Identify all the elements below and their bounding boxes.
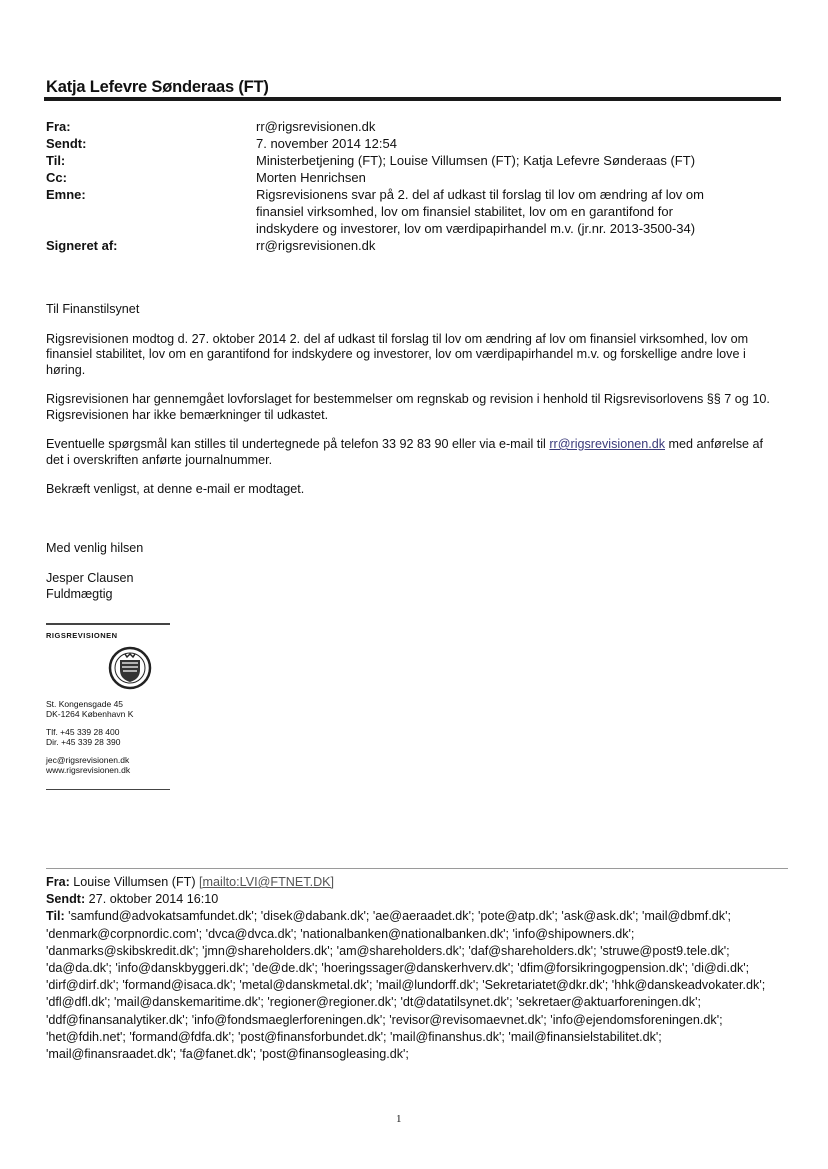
forwarded-to bbox=[46, 908, 788, 1063]
header-label: Emne: bbox=[46, 187, 86, 202]
field-label: Fra: bbox=[46, 875, 70, 889]
header-value: rr@rigsrevisionen.dk bbox=[256, 238, 376, 253]
header-label: Til: bbox=[46, 153, 66, 168]
body-paragraph: Bekræft venligst, at denne e-mail er modtaget. bbox=[46, 482, 305, 496]
org-name: RIGSREVISIONEN bbox=[46, 630, 118, 640]
contact-email[interactable]: jec@rigsrevisionen.dk bbox=[46, 754, 130, 765]
forwarded-sent bbox=[46, 891, 788, 908]
header-row-sent bbox=[46, 135, 766, 152]
header-label: Fra: bbox=[46, 119, 71, 134]
recipient-list: 'samfund@advokatsamfundet.dk'; 'disek@dabank.dk'; 'ae@aeraadet.dk'; 'pote@atp.dk'; 'ask@ask.dk'; 'mail@dbmf.dk'; 'denmark@corpnordic.com'; 'dvca@dvca.dk'; 'nationalbanken@nationalbanken.dk'; 'info@shipowners.dk'; 'danmarks@skibskredit.dk'; 'jmn@shareholders.dk'; 'am@shareholders.dk'; 'daf@shareholders.dk'; 'struwe@post9.tele.dk'; 'da@da.dk'; 'info@danskbyggeri.dk'; 'de@de.dk'; 'hoeringssager@danskerhverv.dk'; 'dfim@forsikringogpension.dk'; 'di@di.dk'; 'dirf@dirf.dk'; 'formand@isaca.dk'; 'metal@danskmetal.dk'; 'mail@lundorff.dk'; 'Sekretariatet@dkr.dk'; 'hhk@danskeadvokater.dk'; 'dfl@dfl.dk'; 'mail@danskemaritime.dk'; 'regioner@regioner.dk'; 'dt@datatilsynet.dk'; 'sekretaer@aktuarforeningen.dk'; 'ddf@finansanalytiker.dk'; 'info@fondsmaeglerforeningen.dk'; 'revisor@revisomaevnet.dk'; 'info@ejendomsforeningen.dk'; 'het@fdih.net'; 'formand@fdfa.dk'; 'post@finansforbundet.dk'; 'mail@finanshus.dk'; 'mail@finansielstabilitet.dk'; 'mail@finansraadet.dk'; 'fa@fanet.dk'; 'post@finansogleasing.dk'; bbox=[46, 909, 766, 1062]
website[interactable]: www.rigsrevisionen.dk bbox=[46, 764, 131, 775]
paragraph-text: Eventuelle spørgsmål kan stilles til undertegnede på telefon 33 92 83 90 eller via e-mail til bbox=[46, 437, 550, 451]
field-value: 27. oktober 2014 16:10 bbox=[85, 892, 219, 907]
address-line: DK-1264 København K bbox=[46, 708, 134, 719]
body-paragraph bbox=[46, 437, 771, 468]
header-row-signed bbox=[46, 237, 766, 254]
signer-name: Jesper Clausen bbox=[46, 571, 134, 585]
header-value: 7. november 2014 12:54 bbox=[256, 136, 397, 151]
header-label: Sendt: bbox=[46, 136, 87, 151]
header-label: Signeret af: bbox=[46, 238, 118, 253]
phone-line: Tlf. +45 339 28 400 bbox=[46, 726, 120, 737]
forwarded-from bbox=[46, 874, 788, 891]
header-rule bbox=[44, 97, 781, 101]
mailto-link[interactable]: [mailto:LVI@FTNET.DK] bbox=[199, 875, 335, 889]
email-body bbox=[46, 302, 771, 512]
paragraph-text: med anførelse af det i overskriften anførte journalnummer. bbox=[46, 437, 764, 467]
header-row-from bbox=[46, 118, 766, 135]
email-link[interactable]: rr@rigsrevisionen.dk bbox=[549, 437, 666, 451]
field-value: Louise Villumsen (FT) bbox=[69, 875, 200, 889]
direct-phone-line: Dir. +45 339 28 390 bbox=[46, 736, 121, 747]
field-label: Til: bbox=[46, 909, 65, 924]
signature bbox=[46, 540, 446, 602]
header-label: Cc: bbox=[46, 170, 67, 185]
salutation: Til Finanstilsynet bbox=[46, 302, 140, 316]
header-value: Ministerbetjening (FT); Louise Villumsen (FT); Katja Lefevre Sønderaas (FT) bbox=[256, 153, 696, 168]
header-row-subject bbox=[46, 186, 766, 237]
field-label: Sendt: bbox=[46, 892, 86, 907]
sender-name: Katja Lefevre Sønderaas (FT) bbox=[46, 78, 269, 96]
body-paragraph: Rigsrevisionen har gennemgået lovforslaget for bestemmelser om regnskab og revision i henhold til Rigsrevisorlovens §§ 7 og 10. Rigsrevisionen har ikke bemærkninger til udkastet. bbox=[46, 392, 770, 422]
email-header bbox=[46, 118, 766, 254]
header-row-cc bbox=[46, 169, 766, 186]
header-row-to bbox=[46, 152, 766, 169]
org-address bbox=[46, 699, 176, 775]
signature-block bbox=[46, 623, 176, 790]
separator-rule bbox=[46, 868, 788, 869]
greeting: Med venlig hilsen bbox=[46, 541, 144, 555]
header-value: rr@rigsrevisionen.dk bbox=[256, 119, 376, 134]
signature-rule bbox=[46, 789, 170, 791]
page-number: 1 bbox=[396, 1113, 402, 1125]
address-line: St. Kongensgade 45 bbox=[46, 698, 124, 709]
signer-title: Fuldmægtig bbox=[46, 587, 113, 601]
signature-rule bbox=[46, 623, 170, 625]
forwarded-header bbox=[46, 874, 788, 1063]
header-value: Morten Henrichsen bbox=[256, 170, 366, 185]
body-paragraph: Rigsrevisionen modtog d. 27. oktober 2014 2. del af udkast til forslag til lov om ændring af lov om finansiel virksomhed, lov om finansiel stabilitet, lov om en garantifond for indskydere og investorer, lov om værdipapirhandel m.v. og forskellige andre love i høring. bbox=[46, 331, 749, 377]
header-value: Rigsrevisionens svar på 2. del af udkast til forslag til lov om ændring af lov om finansiel virksomhed, lov om finansiel stabilitet, lov om en garantifond for indskydere og investorer, lov om værdipapirhandel m.v. (jr.nr. 2013-3500-34) bbox=[256, 187, 704, 236]
crest-seal-icon bbox=[108, 646, 152, 690]
